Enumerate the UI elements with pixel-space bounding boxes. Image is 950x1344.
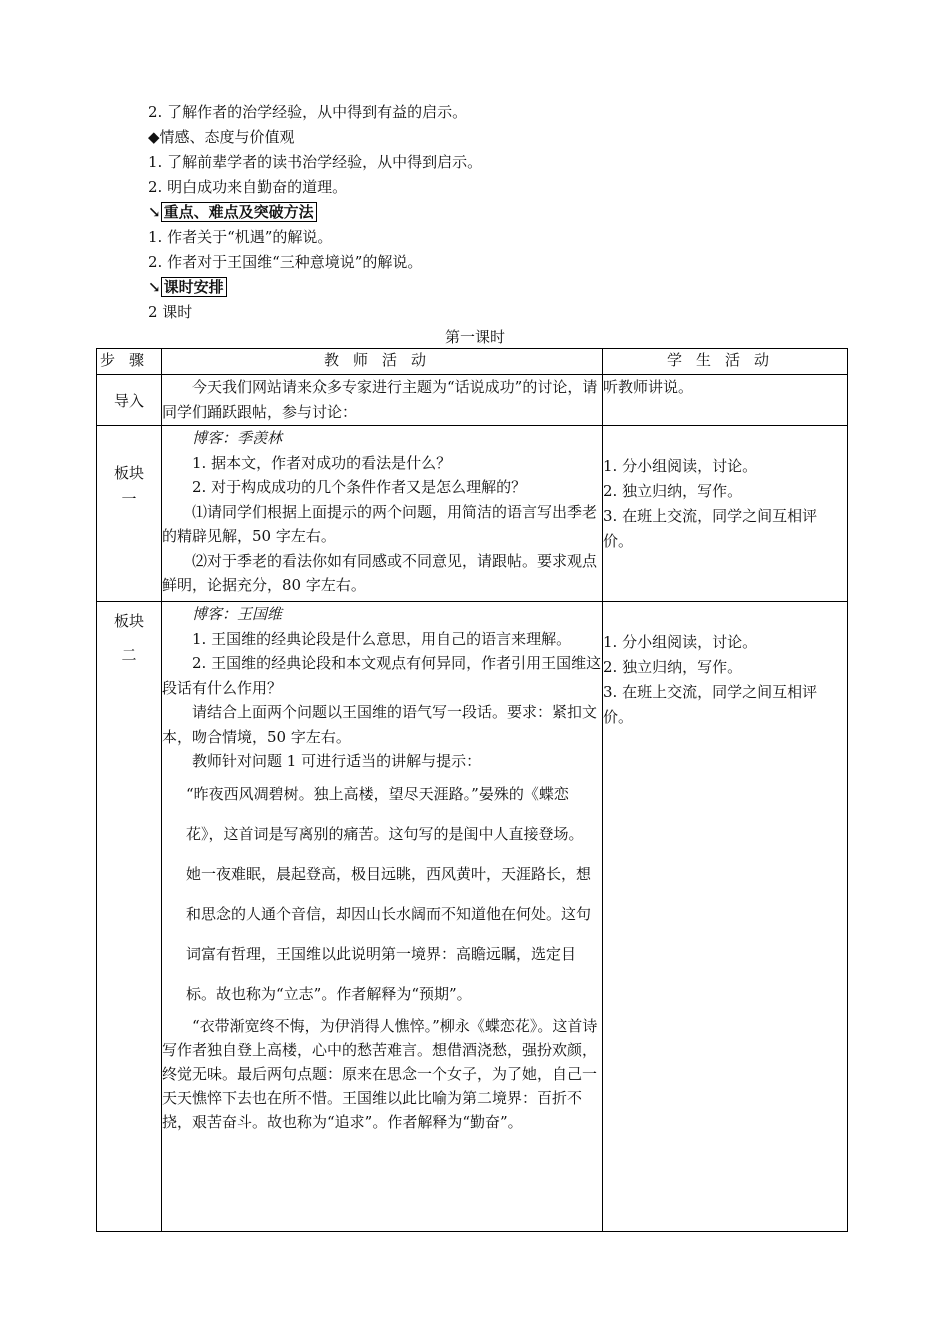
blog-title: 博客：季羡林 <box>192 429 283 447</box>
student-text: 1. 分小组阅读，讨论。 <box>603 633 758 651</box>
arrow-icon: ↘ <box>148 278 161 296</box>
teacher-cell <box>162 602 603 1232</box>
section-heading: ◆情感、态度与价值观 <box>148 128 295 146</box>
step-number: 二 <box>121 646 137 664</box>
teacher-text: 今天我们网站请来众多专家进行主题为“话说成功”的讨论，请同学们踊跃跟帖，参与讨论： <box>162 378 598 421</box>
header-teacher: 教师活动 <box>162 349 603 375</box>
table-row <box>97 426 848 602</box>
objective-line: 2. 明白成功来自勤奋的道理。 <box>148 178 348 196</box>
teacher-text: 2. 对于构成成功的几个条件作者又是怎么理解的？ <box>192 478 527 496</box>
student-cell <box>603 602 848 1232</box>
student-text: 2. 独立归纳，写作。 <box>603 482 743 500</box>
teacher-text: 2. 王国维的经典论段和本文观点有何异同，作者引用王国维这段话有什么作用？ <box>162 654 602 697</box>
teacher-text: ⑵对于季老的看法你如有同感或不同意见，请跟帖。要求观点鲜明，论据充分，80 字左右。 <box>162 551 598 594</box>
lesson-table <box>96 348 848 1232</box>
teacher-text: 请结合上面两个问题以王国维的语气写一段话。要求：紧扣文本，吻合情境，50 字左右。 <box>162 703 598 746</box>
teacher-text: 1. 王国维的经典论段是什么意思，用自己的语言来理解。 <box>192 629 572 648</box>
key-point-line: 1. 作者关于“机遇”的解说。 <box>148 228 333 246</box>
step-number: 一 <box>121 490 137 508</box>
step-label: 板块 <box>113 612 144 630</box>
student-cell <box>603 426 848 602</box>
student-text: 1. 分小组阅读，讨论。 <box>603 457 758 475</box>
key-point-line: 2. 作者对于王国维“三种意境说”的解说。 <box>148 253 423 271</box>
header-step: 步骤 <box>97 349 162 375</box>
arrow-icon: ↘ <box>148 203 161 221</box>
schedule-text: 2 课时 <box>148 303 193 321</box>
student-cell: 听教师讲说。 <box>603 375 848 426</box>
step-cell: 导入 <box>97 375 162 426</box>
step-label: 板块 <box>113 464 144 482</box>
objective-line: 1. 了解前辈学者的读书治学经验，从中得到启示。 <box>148 153 483 171</box>
table-row <box>97 602 848 1232</box>
table-caption: 第一课时 <box>444 328 505 346</box>
student-text: 3. 在班上交流，同学之间互相评价。 <box>603 507 818 550</box>
table-header-row <box>97 349 848 375</box>
objective-line: 2. 了解作者的治学经验，从中得到有益的启示。 <box>148 103 468 121</box>
teacher-cell <box>162 375 603 426</box>
objectives-section <box>148 100 848 325</box>
key-points-heading <box>148 200 848 225</box>
blog-title: 博客：王国维 <box>192 605 283 623</box>
poem-explanation: “昨夜西风凋碧树。独上高楼，望尽天涯路。”晏殊的《蝶恋花》，这首词是写离别的痛苦。这句写的是闺中人直接登场。她一夜难眠，晨起登高，极目远眺，西风黄叶，天涯路长，想和思念的人通个音信，却因山长水阔而不知道他在何处。这句词富有哲理，王国维以此说明第一境界：高瞻远瞩，选定目标。故也称为“立志”。作者解释为“预期”。 <box>186 784 592 1003</box>
schedule-heading <box>148 275 848 300</box>
student-text: 2. 独立归纳，写作。 <box>603 658 743 676</box>
table-row <box>97 375 848 426</box>
teacher-text: 1. 据本文，作者对成功的看法是什么？ <box>192 453 452 472</box>
teacher-text: ⑴请同学们根据上面提示的两个问题，用简洁的语言写出季老的精辟见解，50 字左右。 <box>162 502 598 545</box>
teacher-cell <box>162 426 603 602</box>
teacher-text: 教师针对问题 1 可进行适当的讲解与提示： <box>192 752 482 770</box>
student-text: 3. 在班上交流，同学之间互相评价。 <box>603 683 818 726</box>
header-student: 学生活动 <box>603 349 848 375</box>
schedule-title: 课时安排 <box>161 277 227 297</box>
step-cell <box>97 426 162 602</box>
poem-explanation: “衣带渐宽终不悔，为伊消得人憔悴。”柳永《蝶恋花》。这首诗写作者独自登上高楼，心中的愁苦难言。想借酒浇愁，强扮欢颜，终觉无味。最后两句点题：原来在思念一个女子，为了她，自己一天天憔悴下去也在所不惜。王国维以此比喻为第二境界：百折不挠，艰苦奋斗。故也称为“追求”。作者解释为“勤奋”。 <box>162 1016 598 1131</box>
step-cell <box>97 602 162 1232</box>
key-points-title: 重点、难点及突破方法 <box>161 202 317 222</box>
